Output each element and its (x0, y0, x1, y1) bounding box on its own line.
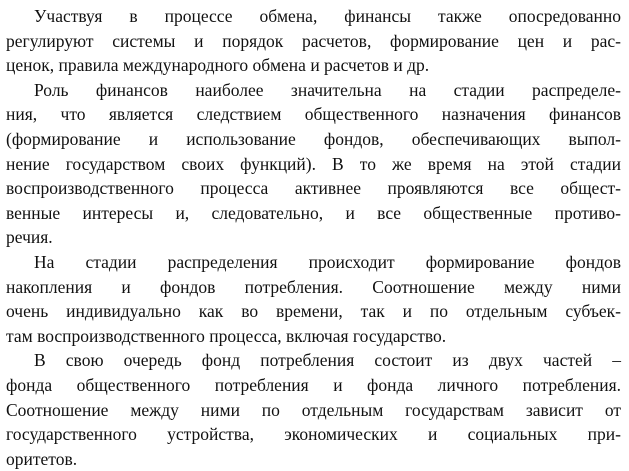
text-line: очень индивидуально как во времени, так и по отдельным субъек- (6, 301, 621, 322)
text-line: там воспроизводственного процесса, включая государство. (6, 325, 447, 346)
text-line: (формирование и использование фондов, обеспечивающих выпол- (6, 128, 621, 149)
text-line: Участвуя в процессе обмена, финансы также опосредованно (34, 6, 621, 26)
paragraph-distribution-role (6, 78, 621, 250)
text-line: ния, что является следствием общественного назначения финансов (6, 104, 621, 125)
paragraph-funds (6, 250, 621, 348)
text-line: речия. (6, 227, 53, 248)
text-line: Соотношение между ними по отдельным государствам зависит от (6, 399, 621, 420)
text-line: нение государством своих функций). В то же время на этой стадии (6, 153, 621, 174)
text-line: На стадии распределения происходит формирование фондов (34, 251, 621, 272)
text-line: накопления и фондов потребления. Соотношение между ними (6, 276, 621, 297)
text-line: Роль финансов наиболее значительна на стадии распределе- (34, 79, 621, 100)
text-line: воспроизводственного процесса активнее проявляются все общест- (6, 178, 621, 199)
text-line: венные интересы и, следовательно, и все общественные противо- (6, 202, 621, 223)
text-line: государственного устройства, экономических и социальных при- (6, 424, 621, 445)
paragraph-exchange (6, 4, 621, 78)
text-line: В свою очередь фонд потребления состоит из двух частей – (34, 350, 621, 371)
paragraph-consumption-fund (6, 348, 621, 471)
text-line: ценок, правила международного обмена и расчетов и др. (6, 55, 430, 76)
text-line: оритетов. (6, 448, 78, 469)
text-line: регулируют системы и порядок расчетов, формирование цен и рас- (6, 30, 621, 51)
text-line: фонда общественного потребления и фонда личного потребления. (6, 374, 621, 395)
